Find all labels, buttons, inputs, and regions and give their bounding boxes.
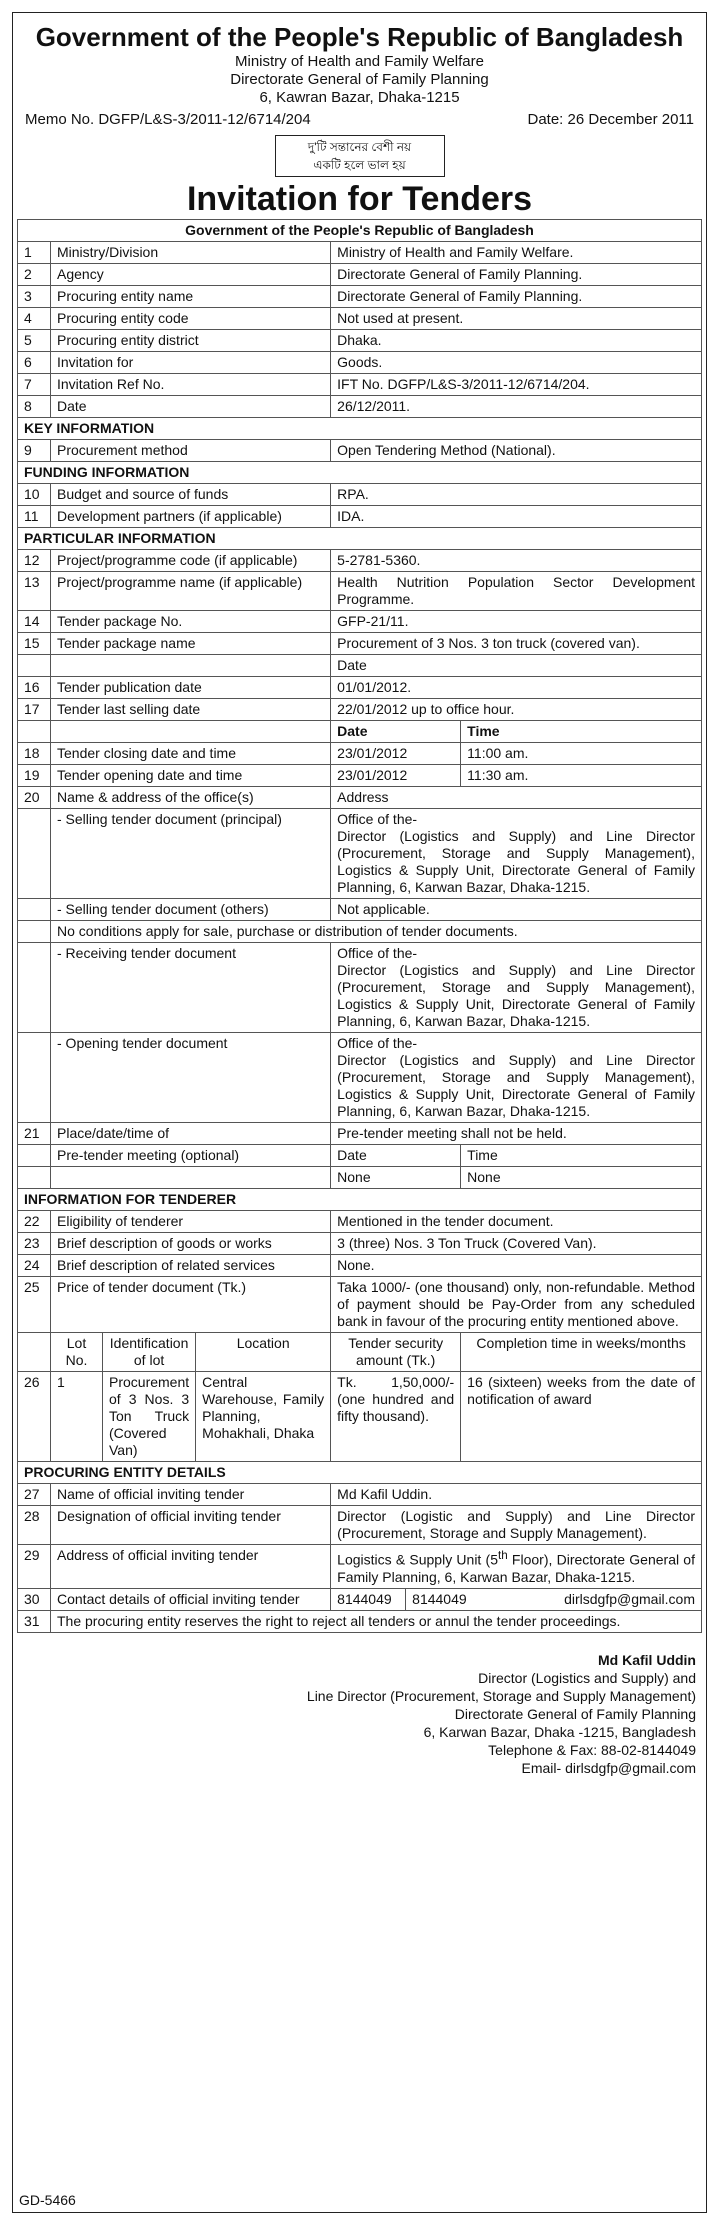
ministry-line: Ministry of Health and Family Welfare (235, 53, 484, 70)
row-value: Procurement of 3 Nos. 3 ton truck (covered van). (331, 633, 702, 655)
government-heading: Government of the People's Republic of Bangladesh (35, 22, 684, 52)
row-label: Agency (51, 264, 331, 286)
row-value: Director (Logistic and Supply) and Line Director (Procurement, Storage and Supply Management). (331, 1506, 702, 1545)
tender-security-amount: Tk. 1,50,000/- (one hundred and fifty thousand). (331, 1372, 461, 1462)
lot-no-heading: Lot No. (51, 1333, 103, 1372)
section-heading-row (18, 462, 702, 484)
section-heading-row (18, 1189, 702, 1211)
table-row (18, 611, 702, 633)
section-particular-information: PARTICULAR INFORMATION (18, 528, 702, 550)
signature-block (17, 1651, 702, 1777)
table-row (18, 286, 702, 308)
row-label: Project/programme code (if applicable) (51, 550, 331, 572)
table-row (18, 765, 702, 787)
row-number (18, 655, 51, 677)
row-number: 11 (18, 506, 51, 528)
row-number: 18 (18, 743, 51, 765)
table-row (18, 396, 702, 418)
row-number: 28 (18, 1506, 51, 1545)
row-number: 15 (18, 633, 51, 655)
row-number: 16 (18, 677, 51, 699)
completion-time-heading: Completion time in weeks/months (461, 1333, 702, 1372)
table-row (18, 1233, 702, 1255)
slogan-line-1: দু'টি সন্তানের বেশী নয় (307, 140, 412, 154)
row-number: 24 (18, 1255, 51, 1277)
row-value (331, 1545, 702, 1589)
table-row (18, 899, 702, 921)
table-row (18, 1506, 702, 1545)
row-value: Open Tendering Method (National). (331, 440, 702, 462)
row-label: Project/programme name (if applicable) (51, 572, 331, 611)
meeting-date: None (331, 1167, 461, 1189)
table-row (18, 743, 702, 765)
meeting-time: None (461, 1167, 702, 1189)
table-row (18, 809, 702, 899)
row-number (18, 1167, 51, 1189)
lot-identification-heading: Identification of lot (103, 1333, 196, 1372)
row-value: Directorate General of Family Planning. (331, 286, 702, 308)
row-label: Procuring entity name (51, 286, 331, 308)
row-value (331, 1033, 702, 1123)
row-value: 3 (three) Nos. 3 Ton Truck (Covered Van). (331, 1233, 702, 1255)
row-number: 19 (18, 765, 51, 787)
row-label: Tender package No. (51, 611, 331, 633)
row-label: Invitation for (51, 352, 331, 374)
row-value: Md Kafil Uddin. (331, 1484, 702, 1506)
row-label: - Selling tender document (others) (51, 899, 331, 921)
row-number (18, 721, 51, 743)
table-row (18, 943, 702, 1033)
table-row (18, 1545, 702, 1589)
row-value: Mentioned in the tender document. (331, 1211, 702, 1233)
row-number (18, 899, 51, 921)
table-row (18, 677, 702, 699)
signatory-line: Director (Logistics and Supply) and (478, 1669, 696, 1686)
row-label: Procuring entity district (51, 330, 331, 352)
row-label: Eligibility of tenderer (51, 1211, 331, 1233)
closing-date: 23/01/2012 (331, 743, 461, 765)
table-row (18, 506, 702, 528)
time-column-heading: Time (461, 1145, 702, 1167)
row-number: 6 (18, 352, 51, 374)
row-label: Place/date/time of (51, 1123, 331, 1145)
office-address: Director (Logistics and Supply) and Line Director (Procurement, Storage and Supply Management), Logistics & Supply Unit, Directorate General of Family Planning, 6, Karwan Bazar, Dhaka-1215. (337, 962, 695, 1029)
slogan-line-2: একটি হলে ভাল হয় (313, 158, 406, 172)
section-heading-row (18, 1462, 702, 1484)
row-number: 7 (18, 374, 51, 396)
signatory-line: Directorate General of Family Planning (454, 1705, 696, 1722)
row-number: 10 (18, 484, 51, 506)
date-column-heading: Date (331, 721, 461, 743)
row-value: Not used at present. (331, 308, 702, 330)
table-row (18, 1610, 702, 1632)
row-value: RPA. (331, 484, 702, 506)
memo-row (25, 111, 694, 129)
row-label: - Opening tender document (51, 1033, 331, 1123)
office-prefix: Office of the- (337, 1035, 418, 1051)
letterhead (17, 21, 702, 107)
slogan-box (275, 135, 445, 177)
table-row (18, 633, 702, 655)
footer-code: GD-5466 (19, 2192, 76, 2208)
table-row (18, 787, 702, 809)
row-label: Name of official inviting tender (51, 1484, 331, 1506)
row-label: Tender publication date (51, 677, 331, 699)
closing-time: 11:00 am. (461, 743, 702, 765)
row-number: 1 (18, 242, 51, 264)
table-row (18, 1484, 702, 1506)
row-value: IDA. (331, 506, 702, 528)
tender-table (17, 219, 702, 1633)
section-information-for-tenderer: INFORMATION FOR TENDERER (18, 1189, 702, 1211)
row-value: None. (331, 1255, 702, 1277)
table-row (18, 374, 702, 396)
row-label (51, 1167, 331, 1189)
table-row (18, 330, 702, 352)
table-caption-row (18, 220, 702, 242)
directorate-line: Directorate General of Family Planning (230, 71, 489, 88)
row-number (18, 1145, 51, 1167)
contact-fax-email (406, 1588, 702, 1610)
section-key-information: KEY INFORMATION (18, 418, 702, 440)
row-number: 25 (18, 1277, 51, 1333)
row-value: Health Nutrition Population Sector Development Programme. (331, 572, 702, 611)
row-label: Tender closing date and time (51, 743, 331, 765)
row-label: Brief description of goods or works (51, 1233, 331, 1255)
row-label: Name & address of the office(s) (51, 787, 331, 809)
lot-header-row (18, 1333, 702, 1372)
row-number (18, 943, 51, 1033)
row-label (51, 655, 331, 677)
tender-notice (12, 12, 707, 2213)
row-value: 5-2781-5360. (331, 550, 702, 572)
row-value: 22/01/2012 up to office hour. (331, 699, 702, 721)
table-row (18, 1211, 702, 1233)
lot-number: 1 (51, 1372, 103, 1462)
office-address: Director (Logistics and Supply) and Line Director (Procurement, Storage and Supply Management), Logistics & Supply Unit, Directorate General of Family Planning, 6, Karwan Bazar, Dhaka-1215. (337, 828, 695, 895)
memo-number: Memo No. DGFP/L&S-3/2011-12/6714/204 (25, 111, 311, 128)
row-number: 26 (18, 1372, 51, 1462)
contact-phone: 8144049 (331, 1588, 406, 1610)
table-row (18, 352, 702, 374)
row-value: 26/12/2011. (331, 396, 702, 418)
signatory-line: Telephone & Fax: 88-02-8144049 (488, 1741, 696, 1758)
row-number: 27 (18, 1484, 51, 1506)
table-row (18, 1145, 702, 1167)
row-number: 5 (18, 330, 51, 352)
row-label: Development partners (if applicable) (51, 506, 331, 528)
row-label: Pre-tender meeting (optional) (51, 1145, 331, 1167)
signatory-line: Line Director (Procurement, Storage and Supply Management) (306, 1687, 696, 1704)
row-label: Budget and source of funds (51, 484, 331, 506)
date-column-heading: Date (331, 655, 702, 677)
opening-date: 23/01/2012 (331, 765, 461, 787)
table-row (18, 921, 702, 943)
office-prefix: Office of the- (337, 945, 418, 961)
row-number: 20 (18, 787, 51, 809)
row-label: Tender last selling date (51, 699, 331, 721)
table-row (18, 572, 702, 611)
row-label: - Selling tender document (principal) (51, 809, 331, 899)
row-value: Directorate General of Family Planning. (331, 264, 702, 286)
section-heading-row (18, 528, 702, 550)
row-number: 29 (18, 1545, 51, 1589)
table-row (18, 1033, 702, 1123)
row-label: Procurement method (51, 440, 331, 462)
row-label: Ministry/Division (51, 242, 331, 264)
date-column-heading: Date (331, 1145, 461, 1167)
row-value: 01/01/2012. (331, 677, 702, 699)
row-value: Pre-tender meeting shall not be held. (331, 1123, 702, 1145)
time-column-heading: Time (461, 721, 702, 743)
row-number: 14 (18, 611, 51, 633)
table-row (18, 264, 702, 286)
table-row (18, 1588, 702, 1610)
row-value: IFT No. DGFP/L&S-3/2011-12/6714/204. (331, 374, 702, 396)
row-label: Brief description of related services (51, 1255, 331, 1277)
row-number (18, 921, 51, 943)
row-label: Address of official inviting tender (51, 1545, 331, 1589)
row-note: The procuring entity reserves the right to reject all tenders or annul the tender proceedings. (51, 1610, 702, 1632)
address-part: Logistics & Supply Unit (5 (337, 1551, 498, 1568)
table-row (18, 242, 702, 264)
row-label: Date (51, 396, 331, 418)
row-number: 21 (18, 1123, 51, 1145)
row-note: No conditions apply for sale, purchase or distribution of tender documents. (51, 921, 702, 943)
row-number: 22 (18, 1211, 51, 1233)
section-funding-information: FUNDING INFORMATION (18, 462, 702, 484)
floor-ordinal: th (497, 1549, 508, 1562)
table-row (18, 550, 702, 572)
row-label: Procuring entity code (51, 308, 331, 330)
completion-time: 16 (sixteen) weeks from the date of notification of award (461, 1372, 702, 1462)
page-title: Invitation for Tenders (186, 180, 533, 218)
office-prefix: Office of the- (337, 811, 418, 827)
row-number: 13 (18, 572, 51, 611)
row-number: 9 (18, 440, 51, 462)
tender-security-heading: Tender security amount (Tk.) (331, 1333, 461, 1372)
table-caption: Government of the People's Republic of Bangladesh (18, 220, 702, 242)
memo-date: Date: 26 December 2011 (527, 111, 694, 128)
table-row (18, 1255, 702, 1277)
row-number: 4 (18, 308, 51, 330)
row-label: Contact details of official inviting tender (51, 1588, 331, 1610)
table-row (18, 308, 702, 330)
row-number: 8 (18, 396, 51, 418)
row-value (331, 943, 702, 1033)
opening-time: 11:30 am. (461, 765, 702, 787)
row-number (18, 1033, 51, 1123)
row-label: Tender package name (51, 633, 331, 655)
lot-location-heading: Location (196, 1333, 331, 1372)
row-value: Ministry of Health and Family Welfare. (331, 242, 702, 264)
row-value: Dhaka. (331, 330, 702, 352)
row-number: 31 (18, 1610, 51, 1632)
table-row (18, 1123, 702, 1145)
row-value: GFP-21/11. (331, 611, 702, 633)
table-row (18, 440, 702, 462)
row-number: 3 (18, 286, 51, 308)
row-value: Taka 1000/- (one thousand) only, non-refundable. Method of payment should be Pay-Order from any scheduled bank in favour of the procuring entity mentioned above. (331, 1277, 702, 1333)
signatory-name: Md Kafil Uddin (598, 1651, 696, 1668)
row-value: Goods. (331, 352, 702, 374)
office-address: Director (Logistics and Supply) and Line Director (Procurement, Storage and Supply Management), Logistics & Supply Unit, Directorate General of Family Planning, 6, Karwan Bazar, Dhaka-1215. (337, 1052, 695, 1119)
row-value (331, 809, 702, 899)
lot-identification: Procurement of 3 Nos. 3 Ton Truck (Covered Van) (103, 1372, 196, 1462)
table-row (18, 699, 702, 721)
signatory-email: Email- dirlsdgfp@gmail.com (521, 1759, 696, 1776)
row-label: - Receiving tender document (51, 943, 331, 1033)
row-number: 2 (18, 264, 51, 286)
section-heading-row (18, 418, 702, 440)
row-label: Price of tender document (Tk.) (51, 1277, 331, 1333)
address-part: Floor), Directorate General of Family Planning, 6, Karwan Bazar, Dhaka-1215. (337, 1551, 695, 1585)
row-value: Address (331, 787, 702, 809)
table-row (18, 1167, 702, 1189)
row-number: 17 (18, 699, 51, 721)
row-number (18, 1333, 51, 1372)
table-row (18, 484, 702, 506)
row-label: Designation of official inviting tender (51, 1506, 331, 1545)
row-number: 12 (18, 550, 51, 572)
table-row (18, 655, 702, 677)
row-number: 23 (18, 1233, 51, 1255)
contact-email: dirlsdgfp@gmail.com (564, 1590, 695, 1607)
row-number (18, 809, 51, 899)
row-label: Invitation Ref No. (51, 374, 331, 396)
row-value: Not applicable. (331, 899, 702, 921)
contact-fax: 8144049 (412, 1590, 467, 1607)
table-row (18, 721, 702, 743)
row-number: 30 (18, 1588, 51, 1610)
section-procuring-entity-details: PROCURING ENTITY DETAILS (18, 1462, 702, 1484)
lot-location: Central Warehouse, Family Planning, Mohakhali, Dhaka (196, 1372, 331, 1462)
row-label: Tender opening date and time (51, 765, 331, 787)
signatory-line: 6, Karwan Bazar, Dhaka -1215, Bangladesh (423, 1723, 696, 1740)
address-line: 6, Kawran Bazar, Dhaka-1215 (259, 89, 460, 106)
table-row (18, 1277, 702, 1333)
row-label (51, 721, 331, 743)
lot-row (18, 1372, 702, 1462)
